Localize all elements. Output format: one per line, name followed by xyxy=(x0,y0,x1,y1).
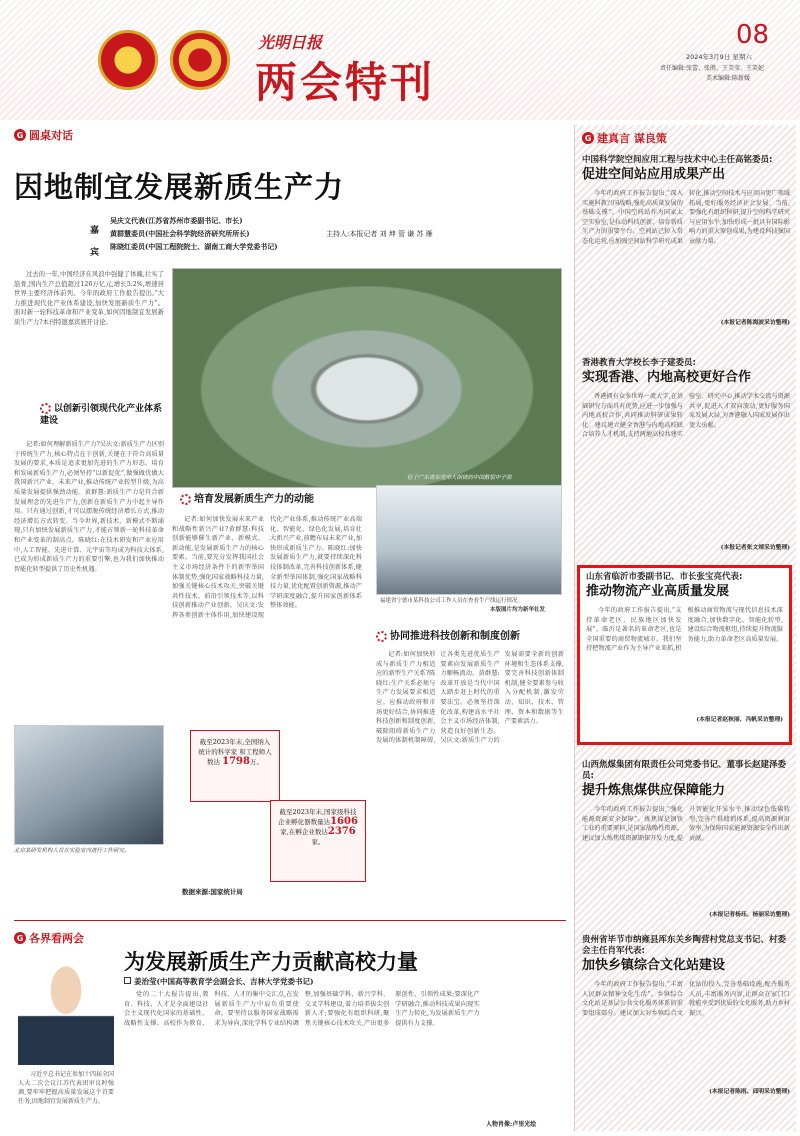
bottom-body: 党的二十大报告提出,教育、科技、人才是全面建设社会主义现代化国家的基础性、战略性支撑。高校作为教育、科技、人才的集中交汇点,在发展新质生产力中肩负重要使命。要坚持以服务国家战略需求为导向,深化学科专业结构调整,加强基础学科、新兴学科、交叉学科建设,着力培养拔尖创新人才;要强化有组织科研,聚焦关键核心技术攻关,产出更多原创性、引领性成果;要深化产学研融合,推动科技成果向现实生产力转化,为发展新质生产力提供有力支撑。 xyxy=(124,991,480,1027)
sec3-title: 协同推进科技创新和制度创新 xyxy=(376,630,520,643)
factory-credit: 本版图片均为新华社发 xyxy=(490,607,546,613)
sidebar-item-body: 今年的政府工作报告提出,“丰富人民群众精神文化生活”。乡镇综合文化站是基层公共文化服务体系的重要组成部分。建议加大对乡镇综合文化站的投入,完善基础设施,配齐服务人员,丰富服务内容,让群众在家门口就能享受到优质的文化服务,助力乡村振兴。 xyxy=(582,981,790,1017)
sec2-body: 记者:如何加快发展未来产业和战略性新兴产业?黄群慧:科技创新能够催生新产业、新模式、新动能,是发展新质生产力的核心要素。当前,要充分发挥我国社会主义市场经济条件下的新型举国体制优势,强化国家战略科技力量,加强关键核心技术攻关,突破关键共性技术、前沿引领技术等,以科技创新推动产业创新。吴庆文:发挥各类创新主体作用,加快建设现代化产业体系,推动传统产业高端化、智能化、绿色化发展,培育壮大新兴产业,前瞻布局未来产业,加快形成新质生产力。陈晓红:加快发展新质生产力,就要持续深化科技体制改革,完善科技创新体系,健全新型举国体制,强化国家战略科技力量,优化配置创新资源,推动产学研深度融合,提升国家创新体系整体效能。 xyxy=(172,516,362,619)
sidebar-item xyxy=(582,155,790,335)
portrait xyxy=(18,955,114,1065)
roundtable-label: G 圆桌对话 xyxy=(14,127,73,143)
intro-text: 过去的一年,中国经济在风浪中强健了体魄,壮实了筋骨,国内生产总值超过126万亿元,增长5.2%,增速居世界主要经济体前列。今年的政府工作报告提出,“大力推进现代化产业体系建设,加快发展新质生产力”。面对新一轮科技革命和产业变革,如何因地制宜发展新质生产力?本刊特邀嘉宾展开讨论。 xyxy=(14,271,164,326)
gear-icon xyxy=(180,494,191,505)
national-emblem-icon xyxy=(98,30,158,90)
portrait-caption: 习近平总书记在参加十四届全国人大二次会议江苏代表团审议时强调,要牢牢把握高质量发展这个首要任务,因地制宜发展新质生产力。 xyxy=(18,1071,114,1105)
guest-2: 黄群慧委员(中国社会科学院经济研究所所长) xyxy=(110,229,250,238)
guest-3: 陈晓红委员(中国工程院院士、湖南工商大学党委书记) xyxy=(110,242,278,251)
host: 主持人:本报记者 刘 坤 管 谦 苏 雁 xyxy=(326,230,433,238)
guests-label: 嘉 宾 xyxy=(90,226,100,258)
page-number: 08 xyxy=(736,20,770,50)
gear-icon xyxy=(40,403,51,414)
section-g-icon: G xyxy=(14,129,26,141)
aerial-photo xyxy=(172,268,562,488)
lab-caption: 北京某研发机构人员在实验室内进行工作研究。 xyxy=(14,848,130,854)
sidebar-item-title: 促进空间站应用成果产出 xyxy=(582,167,726,182)
roundtable-headline: 因地制宜发展新质生产力 xyxy=(14,170,345,204)
issue-date: 2024年3月9日 星期六 xyxy=(686,53,752,61)
sidebar-item-head: 贵州省毕节市纳雍县厍东关乡陶营村党总支书记、村委会主任肖军代表: xyxy=(582,935,787,956)
lab-photo xyxy=(14,725,164,845)
info-box-1: 截至2023年末,全国纳入统计的科学家 和工程师人数达 1798万。 xyxy=(190,730,280,802)
sidebar-item-body: 香港拥有众多世界一流大学,在基础研究方面具有优势,应进一步加强与内地高校合作,共同推动科研成果转化。建议建立健全香港与内地高校联合培养人才机制,支持两地高校共建实验室、研究中心,推动学术交流与资源共享,促进人才双向流动,更好服务国家发展大局,为香港融入国家发展作出更大贡献。 xyxy=(582,393,790,439)
aerial-caption: 位于广东省东莞市大朗镇的中国散裂中子源 xyxy=(407,475,512,481)
divider xyxy=(14,920,566,921)
sidebar-item-head: 香港教育大学校长李子建委员: xyxy=(582,358,696,368)
info-box-2: 截至2023年末,国家级科技企业孵化器数量达1606家,在孵企业数达2376家。 xyxy=(270,800,366,882)
sidebar-item-title: 加快乡镇综合文化站建设 xyxy=(582,958,726,973)
sidebar-item-highlighted xyxy=(577,565,792,745)
factory-caption: 福建省宁德市某科技公司工作人员在查看生产线运行情况。 xyxy=(380,598,524,604)
info-source: 数据来源:国家统计局 xyxy=(182,888,243,896)
section-title: 两会特刊 xyxy=(255,58,436,107)
guests-block xyxy=(80,216,570,262)
sidebar-item-title: 实现香港、内地高校更好合作 xyxy=(582,370,752,385)
sidebar-item-credit: (本报记者陈雨、邱明采访整理) xyxy=(709,1089,790,1095)
sidebar-item xyxy=(582,358,790,563)
editors: 责任编辑:张蕾、张胜、王美莹、王笑妃 xyxy=(660,65,765,72)
sidebar-item-title: 推动物流产业高质量发展 xyxy=(586,584,730,599)
sidebar-label: G 建真言 谋良策 xyxy=(582,130,667,146)
square-icon xyxy=(124,977,131,984)
sidebar-item xyxy=(582,935,790,1125)
sec1-title: 以创新引领现代化产业体系建设 xyxy=(40,404,163,426)
sidebar-item-body: 今年的政府工作报告提出,“强化能源资源安全保障”。炼焦煤是钢铁工业的重要原料,是国家战略性资源。建议加大炼焦煤资源勘探开发力度,提升智能化开采水平,推动绿色低碳转型,完善产供储销体系,提高资源利用效率,为保障国家能源资源安全作出新贡献。 xyxy=(582,806,790,842)
paper-logo: 光明日报 xyxy=(258,33,323,52)
sidebar-item-credit: (本报记者赵秋丽、冯帆采访整理) xyxy=(696,717,783,723)
section-g-icon: G xyxy=(14,932,26,944)
bottom-label: G 各界看两会 xyxy=(14,930,84,946)
guest-1: 吴庆文代表(江苏省苏州市委副书记、市长) xyxy=(110,216,243,225)
art-editor: 美术编辑:陈新媛 xyxy=(706,75,751,82)
sidebar-item-head: 山西焦煤集团有限责任公司党委书记、董事长赵建泽委员: xyxy=(582,760,787,781)
sidebar-item-body: 今年的政府工作报告提出,“深入实施科教兴国战略,强化高质量发展的基础支撑”。中国空间站作为国家太空实验室,是拉动科技创新、培育新质生产力的重要平台。空间站已转入常态化运营,应加强空间站科学研究成果转化,推动空间技术与应用向更广领域拓展,更好服务经济社会发展。当前,要强化有组织科研,提升空间科学研究与应用水平,加快形成一批具有国际影响力的重大原创成果,为建设科技强国贡献力量。 xyxy=(582,190,790,245)
sec1-body: 记者:如何理解新质生产力?吴庆文:新质生产力区别于传统生产力,核心特点在于创新,关键在于符合高质量发展的要求,本质是追求更加先进的生产力形态。培育和发展新质生产力,必须坚持“以新促优”,做强做优做大我国新兴产业、未来产业,推动传统产业转型升级,为高质量发展提供强劲动能。黄群慧:新质生产力是符合新发展理念的先进生产力,创新在新质生产力中起主导作用。只有通过创新,才可以摆脱传统经济增长方式,推动经济增长方式转变。当今世界,新技术、新模式不断涌现,只有加快发展新质生产力,才能占领新一轮科技革命和产业变革的制高点。陈晓红:在技术研发和产业应用中,人工智能、先进计算、元宇宙等均成为科技大体系,已成为形成新质生产力的重要引擎,也为我们加快推动智能化转型提供了历史性机遇。 xyxy=(14,441,164,573)
sidebar-item-credit: (本报记者杨珏、杨丽采访整理) xyxy=(709,912,790,918)
sidebar-item-credit: (本报记者张文靖采访整理) xyxy=(720,545,790,551)
sidebar-item-head: 山东省临沂市委副书记、市长张宝亮代表: xyxy=(586,572,743,582)
factory-photo xyxy=(376,485,562,595)
sec2-title: 培育发展新质生产力的动能 xyxy=(180,493,314,506)
masthead xyxy=(0,0,800,120)
sidebar-item-head: 中国科学院空间应用工程与技术中心主任高铭委员: xyxy=(582,155,773,165)
bottom-author: 姜治莹(中国高等教育学会副会长、吉林大学党委书记) xyxy=(124,976,314,987)
cppcc-emblem-icon xyxy=(170,30,230,90)
gear-icon xyxy=(376,631,387,642)
sidebar-item-credit: (本报记者陈海波采访整理) xyxy=(720,320,790,326)
bottom-headline: 为发展新质生产力贡献高校力量 xyxy=(124,950,418,974)
bottom-artist: 人物肖像:卢里光绘 xyxy=(486,1121,537,1128)
sidebar-item-title: 提升炼焦煤供应保障能力 xyxy=(582,783,726,798)
section-g-icon: G xyxy=(582,132,594,144)
sidebar-item xyxy=(582,760,790,925)
sidebar-item-body: 今年的政府工作报告提出,“支持革命老区、民族地区加快发展”。临沂是著名的革命老区,也是全国重要的商贸物流城市。我们坚持把物流产业作为主导产业来抓,积极推动商贸物流与现代信息技术深度融合,加快数字化、智能化转型,建设综合物流枢纽,持续提升物流服务能力,助力革命老区高质量发展。 xyxy=(586,607,783,653)
sec3-body: 记者:如何加快形成与新质生产力相适应的新型生产关系?陈晓红:生产关系必须与生产力发展要求相适应。应推动政府和市场更好结合,协同推进科技创新和制度创新,破除阻碍新质生产力发展的体制机制障碍,让各类先进优质生产要素向发展新质生产力顺畅流动。黄群慧:改革开放是当代中国大踏步赶上时代的重要法宝。必须坚持深化改革,构建高水平社会主义市场经济体制,营造良好创新生态。吴庆文:新质生产力的发展需要全新的创新环境和生态体系支撑,要完善科技创新体制机制,健全要素参与收入分配机制,激发劳动、知识、技术、管理、资本和数据等生产要素活力。 xyxy=(376,651,564,745)
